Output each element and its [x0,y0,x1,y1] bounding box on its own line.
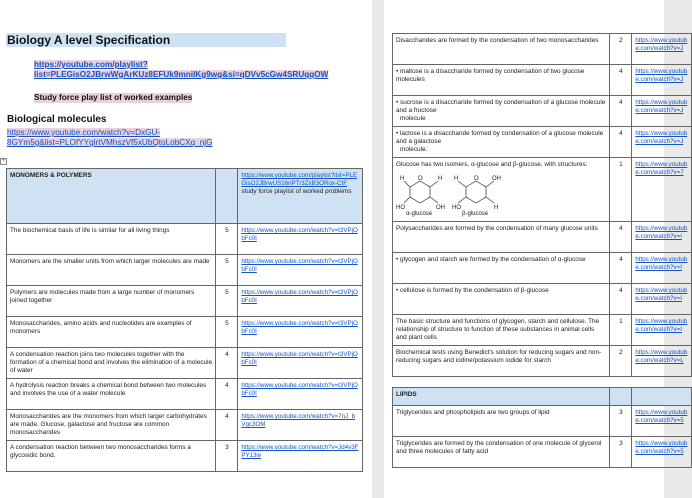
row-link-cell [238,224,363,255]
table-row [7,348,363,379]
glucose-structure-diagram [396,171,526,215]
row-video-link[interactable]: https://www.youtube.com/watch?v=t3VPjObFc0I [241,382,358,397]
row-text: • sucrose is a disaccharide formed by condensation of a glucose molecule and a fructose [396,99,606,114]
row-link-cell [632,222,692,253]
row-video-link[interactable]: https://www.youtube.com/watch?v=Jd4v3FPY13w [241,444,359,459]
row-text: The biochemical basis of life is similar for all living things [10,227,170,234]
table-row [7,255,363,286]
table-header-title: MONOMERS & POLYMERS [7,169,216,224]
row-text: • lactose is a disaccharide formed by condensation of a glucose molecule and a galactose [396,130,604,145]
row-link-cell [238,255,363,286]
section-heading: Biological molecules [7,114,107,125]
table-row [393,284,692,315]
row-link-cell [632,253,692,284]
row-text: The basic structure and functions of glycogen, starch and cellulose. The relationship of structure to function of these substances in animal cells and plant cells [396,318,600,341]
carbohydrates-table [392,33,692,468]
row-text-cell [7,379,216,410]
row-number: 3 [216,441,238,472]
row-video-link[interactable]: https://www.youtube.com/watch?v=t3VPjObFc0I [241,289,358,304]
row-link-cell [238,317,363,348]
row-video-link[interactable]: https://www.youtube.com/watch?v=t3VPjObFc0I [241,258,358,273]
row-text-cell [393,222,610,253]
table-row [393,253,692,284]
header-note: study force playlist of worked problems [241,188,352,195]
row-video-link[interactable]: https://www.youtube.com/watch?v=t3VPjObFc0I [241,351,358,366]
row-text-continued: molecule [400,115,426,122]
row-link-cell [632,34,692,65]
atom-h: H [438,176,443,182]
glucose-link-cell [632,158,692,222]
row-number: 3 [610,406,632,437]
row-text: Polymers are molecules made from a large number of monomers joined together [10,289,195,304]
row-text-cell [7,224,216,255]
row-video-link[interactable]: https://www.youtube.com/watch?v=5 [635,409,688,424]
bio-molecules-link[interactable] [7,128,307,148]
row-number: 3 [610,437,632,468]
row-video-link[interactable]: https://www.youtube.com/watch?v=t3VPjObFc0I [241,320,358,335]
row-link-cell [632,437,692,468]
row-text: Biochemical tests using Benedict's solution for reducing sugars and non-reducing sugars and iodine/potassium iodide for starch [396,349,602,364]
row-text-cell [7,255,216,286]
table-row [393,315,692,346]
row-video-link[interactable]: https://www.youtube.com/watch?v=7nJ_bVgc3OM [241,413,356,428]
row-link-cell [632,127,692,158]
table-spacer-row [393,377,692,388]
row-text-cell [7,348,216,379]
lipids-header: LIPIDS [393,388,610,406]
table-row [393,65,692,96]
row-number: 1 [610,315,632,346]
row-video-link[interactable]: https://www.youtube.com/watch?v=I [635,225,688,240]
row-video-link[interactable]: https://www.youtube.com/watch?v=J [635,99,688,114]
bio-molecules-link-text[interactable]: https://www.youtube.com/watch?v=DxGU-8GYm5g&list=PLOfYYglrtVMhszVf5xUbQtoLobCXq_njG [7,128,213,147]
table-row [393,346,692,377]
right-table-body-b [393,222,692,377]
table-move-handle-icon[interactable]: + [1,158,6,164]
atom-ho: HO [396,205,405,211]
row-text: • maltose is a disaccharide formed by condensation of two glucose molecules [396,68,585,83]
row-text-cell [7,410,216,441]
row-link-cell [632,96,692,127]
row-text-cell [393,406,610,437]
row-number: 4 [610,222,632,253]
row-text: Polysaccharides are formed by the condensation of many glucose units [396,225,598,232]
table-row [7,286,363,317]
row-text: A condensation reaction between two monosaccharides forms a glycosidic bond. [10,444,191,459]
glucose-text: Glucose has two isomers, α-glucose and β-glucose, with structures: [396,161,588,168]
row-text-cell [393,127,610,158]
monomers-table [6,168,363,472]
atom-h: H [454,176,459,182]
table-row [393,34,692,65]
row-link-cell [632,315,692,346]
row-number: 4 [216,379,238,410]
row-link-cell [238,410,363,441]
atom-oh: OH [492,176,501,182]
row-link-cell [238,286,363,317]
row-number: 4 [610,96,632,127]
row-text-cell [393,284,610,315]
row-number: 2 [610,34,632,65]
atom-ho: HO [452,205,461,211]
row-text-cell [393,346,610,377]
page-title: Biology A level Specification [6,33,286,47]
table-row [7,441,363,472]
playlist-link-text[interactable]: https://youtube.com/playlist?list=PLEGisO2JBrwWgArKUz8EFUk9mnilKg9wg&si=qDVv5cGw4SRUqqOW [34,60,329,79]
row-number: 4 [610,284,632,315]
right-table-body-a [393,34,692,158]
row-text: A hydrolysis reaction breaks a chemical bond between two molecules and involves the use of a water molecule [10,382,207,397]
row-link-cell [238,379,363,410]
row-number: 4 [216,348,238,379]
force-play-label: Study force play list of worked examples [34,93,193,102]
page-gap [372,0,384,498]
glucose-link[interactable]: https://www.youtube.com/watch?v=7 [635,161,688,176]
row-text-cell [7,317,216,348]
row-video-link[interactable]: https://www.youtube.com/watch?v=J [635,37,688,52]
alpha-glucose-label: α-glucose [406,211,433,217]
glucose-cell [393,158,610,222]
row-number: 4 [610,127,632,158]
row-text-cell [393,34,610,65]
row-video-link[interactable]: https://www.youtube.com/watch?v=I [635,287,688,302]
playlist-link[interactable] [34,60,364,80]
row-link-cell [632,284,692,315]
row-number: 2 [610,346,632,377]
table-row [393,222,692,253]
row-video-link[interactable]: https://www.youtube.com/watch?v=I [635,256,688,271]
row-number: 4 [610,253,632,284]
table-row-glucose [393,158,692,222]
row-link-cell [238,348,363,379]
table-row [7,379,363,410]
row-link-cell [632,406,692,437]
row-text-cell [393,437,610,468]
row-text-continued: molecule. [400,146,428,153]
atom-h: H [400,176,405,182]
row-text: Monosaccharides, amino acids and nucleotides are examples of monomers [10,320,192,335]
table-header-number [216,169,238,224]
row-video-link[interactable]: https://www.youtube.com/watch?v=J [635,130,688,145]
atom-o: O [474,176,479,182]
table-row [393,437,692,468]
left-table-body [7,224,363,472]
table-row [393,406,692,437]
row-link-cell [238,441,363,472]
row-number: 4 [610,65,632,96]
atom-oh: OH [436,205,445,211]
row-text: Triglycerides are formed by the condensation of one molecule of glycerol and three molecules of fatty acid [396,440,602,455]
row-text: A condensation reaction joins two molecules together with the formation of a chemical bond and involves the elimination of a molecule of water [10,351,213,374]
row-text: • cellulose is formed by the condensation of β-glucose [396,287,549,294]
row-text-cell [393,253,610,284]
table-row [393,127,692,158]
row-link-cell [632,346,692,377]
header-playlist-link[interactable]: https://www.youtube.com/playlist?list=PLEGisO2JBrwUS16nPTr3ZxB3ORox-CtF [241,172,358,187]
row-video-link[interactable]: https://www.youtube.com/watch?v=J [635,68,688,83]
row-video-link[interactable]: https://www.youtube.com/watch?v=L [635,349,688,364]
table-row [7,224,363,255]
lipids-header-row [393,388,692,406]
table-row [7,410,363,441]
row-video-link[interactable]: https://www.youtube.com/watch?v=t3VPjObFc0I [241,227,358,242]
row-video-link[interactable]: https://www.youtube.com/watch?v=5 [635,440,688,455]
row-number: 5 [216,286,238,317]
document-page-right [384,0,688,498]
row-text-cell [7,441,216,472]
atom-o: O [418,176,423,182]
table-row [7,317,363,348]
row-video-link[interactable]: https://www.youtube.com/watch?v=I [635,318,688,333]
row-number: 4 [216,410,238,441]
atom-h: H [494,205,499,211]
row-text: Monomers are the smaller units from which larger molecules are made [10,258,210,265]
row-text: • glycogen and starch are formed by the condensation of α-glucose [396,256,586,263]
table-row [393,96,692,127]
row-text-cell [393,96,610,127]
row-number: 5 [216,224,238,255]
row-text: Monosaccharides are the monomers from which larger carbohydrates are made. Glucose, galactose and fructose are common monosaccharides [10,413,207,436]
row-text-cell [7,286,216,317]
row-link-cell [632,65,692,96]
table-header-links [238,169,363,224]
row-text: Disaccharides are formed by the condensation of two monosaccharides [396,37,599,44]
row-number: 5 [216,317,238,348]
row-text-cell [393,315,610,346]
beta-glucose-label: β-glucose [462,211,489,217]
table-header-row [7,169,363,224]
row-text: Triglycerides and phospholipids are two groups of lipid [396,409,550,416]
right-table-body-c [393,406,692,468]
row-number: 5 [216,255,238,286]
glucose-num: 1 [610,158,632,222]
row-text-cell [393,65,610,96]
